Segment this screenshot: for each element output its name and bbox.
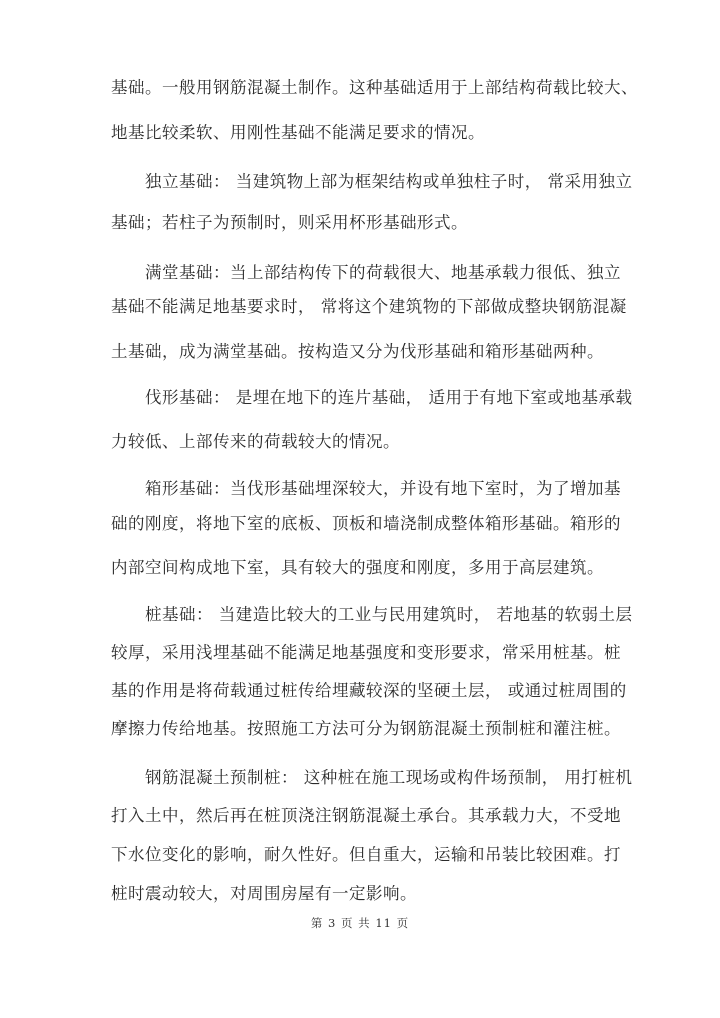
text-line: 地基比较柔软、用刚性基础不能满足要求的情况。 [111,123,485,142]
text-line: 基础；若柱子为预制时，则采用杯形基础形式。 [111,213,468,232]
text-line: 础的刚度，将地下室的底板、顶板和墙浇制成整体箱形基础。箱形的 [111,514,621,533]
paragraph-first-line: 钢筋混凝土预制桩： 这种桩在施工现场或构件场预制， 用打桩机 [145,768,633,787]
text-line: 基的作用是将荷载通过桩传给埋藏较深的坚硬土层， 或通过桩周围的 [111,681,627,700]
text-line: 基础不能满足地基要求时， 常将这个建筑物的下部做成整块钢筋混凝 [111,297,627,316]
paragraph-first-line: 独立基础： 当建筑物上部为框架结构或单独柱子时， 常采用独立 [145,172,633,191]
text-line: 力较低、上部传来的荷载较大的情况。 [111,432,400,451]
page-number: 第 3 页 共 11 页 [310,916,410,930]
paragraph-first-line: 箱形基础：当伐形基础埋深较大，并设有地下室时，为了增加基 [145,479,621,498]
text-line: 下水位变化的影响，耐久性好。但自重大，运输和吊装比较困难。打 [111,845,621,864]
text-line: 桩时震动较大，对周围房屋有一定影响。 [111,884,417,903]
text-line: 打入土中，然后再在桩顶浇注钢筋混凝土承台。其承载力大，不受地 [111,806,621,825]
paragraph-first-line: 满堂基础：当上部结构传下的荷载很大、地基承载力很低、独立 [145,263,621,282]
paragraph-first-line: 桩基础： 当建造比较大的工业与民用建筑时， 若地基的软弱土层 [145,605,633,624]
text-line: 内部空间构成地下室，具有较大的强度和刚度，多用于高层建筑。 [111,558,604,577]
text-line: 摩擦力传给地基。按照施工方法可分为钢筋混凝土预制桩和灌注桩。 [111,719,621,738]
text-line: 基础。一般用钢筋混凝土制作。这种基础适用于上部结构荷载比较大、 [111,78,638,97]
text-line: 较厚，采用浅埋基础不能满足地基强度和变形要求，常采用桩基。桩 [111,643,621,662]
text-line: 土基础，成为满堂基础。按构造又分为伐形基础和箱形基础两种。 [111,342,604,361]
paragraph-first-line: 伐形基础： 是埋在地下的连片基础， 适用于有地下室或地基承载 [145,388,633,407]
